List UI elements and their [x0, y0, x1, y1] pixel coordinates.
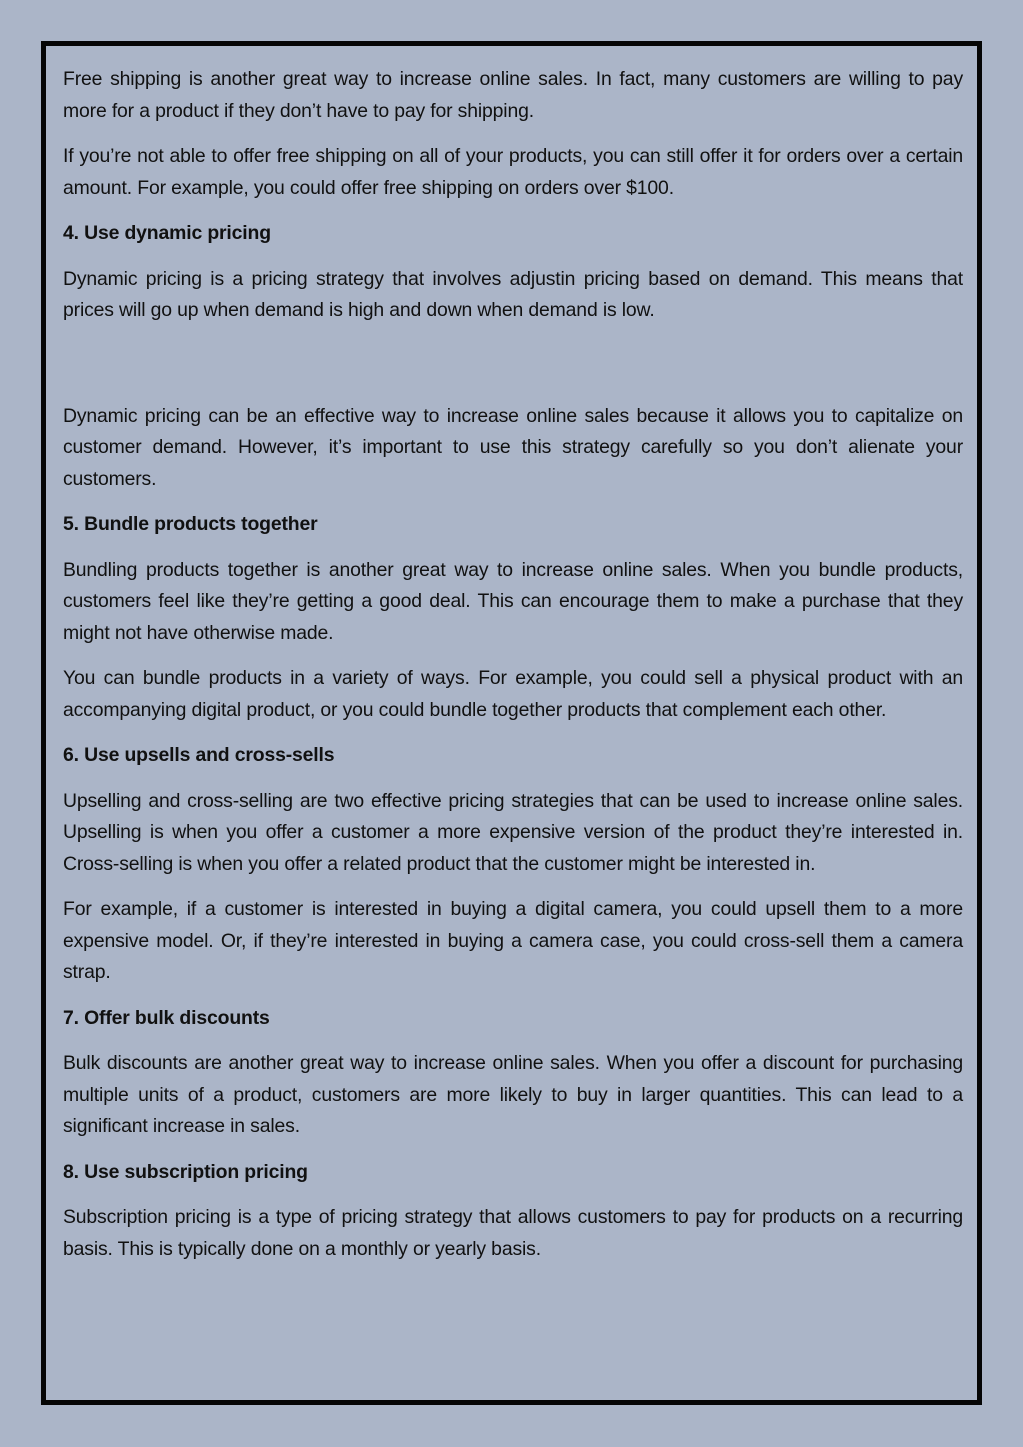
- heading-dynamic-pricing: 4. Use dynamic pricing: [63, 222, 271, 244]
- paragraph-bulk-discounts: Bulk discounts are another great way to increase online sales. When you offer a discount for purchasing multiple units of a product, customers are more likely to buy in larger quantities. This can lead to a significant increase in sales.: [63, 1052, 963, 1137]
- paragraph-bundling-ways: You can bundle products in a variety of ways. For example, you could sell a physical product with an accompanying digital product, or you could bundle together products that complement each other.: [63, 667, 963, 721]
- spacer: [63, 341, 963, 401]
- paragraph-bundling-benefit: Bundling products together is another great way to increase online sales. When you bundle products, customers feel like they’re getting a good deal. This can encourage them to make a purchase that they might not have otherwise made.: [63, 558, 963, 644]
- heading-subscription-pricing: 8. Use subscription pricing: [63, 1160, 308, 1183]
- paragraph-upsell-example: For example, if a customer is interested in buying a digital camera, you could upsell them to a more expensive model. Or, if they’re interested in buying a camera case, you could cross-sell them a camera strap.: [63, 898, 963, 983]
- paragraph-dynamic-pricing-definition: Dynamic pricing is a pricing strategy that involves adjustin pricing based on demand. This means that prices will go up when demand is high and down when demand is low.: [63, 267, 963, 321]
- paragraph-subscription-pricing: Subscription pricing is a type of pricing strategy that allows customers to pay for products on a recurring basis. This is typically done on a monthly or yearly basis.: [63, 1206, 963, 1260]
- paragraph-dynamic-pricing-effect: Dynamic pricing can be an effective way to increase online sales because it allows you to capitalize on customer demand. However, it’s important to use this strategy carefully so you don’t alienate your customers.: [63, 404, 963, 490]
- heading-bundle-products: 5. Bundle products together: [63, 513, 318, 535]
- heading-upsells-cross-sells: 6. Use upsells and cross-sells: [63, 744, 335, 766]
- document-body: [63, 64, 963, 1279]
- paragraph-upsell-definition: Upselling and cross-selling are two effective pricing strategies that can be used to increase online sales. Upselling is when you offer a customer a more expensive version of the product they’re interested in. Cross-selling is when you offer a related product that the customer might be interested in.: [63, 789, 963, 875]
- paragraph-free-shipping-threshold: If you’re not able to offer free shipping on all of your products, you can still offer it for orders over a certain amount. For example, you could offer free shipping on orders over $100.: [63, 145, 963, 199]
- paragraph-free-shipping: Free shipping is another great way to increase online sales. In fact, many customers are willing to pay more for a product if they don’t have to pay for shipping.: [63, 68, 963, 122]
- heading-bulk-discounts: 7. Offer bulk discounts: [63, 1006, 270, 1029]
- page-frame: [41, 41, 982, 1405]
